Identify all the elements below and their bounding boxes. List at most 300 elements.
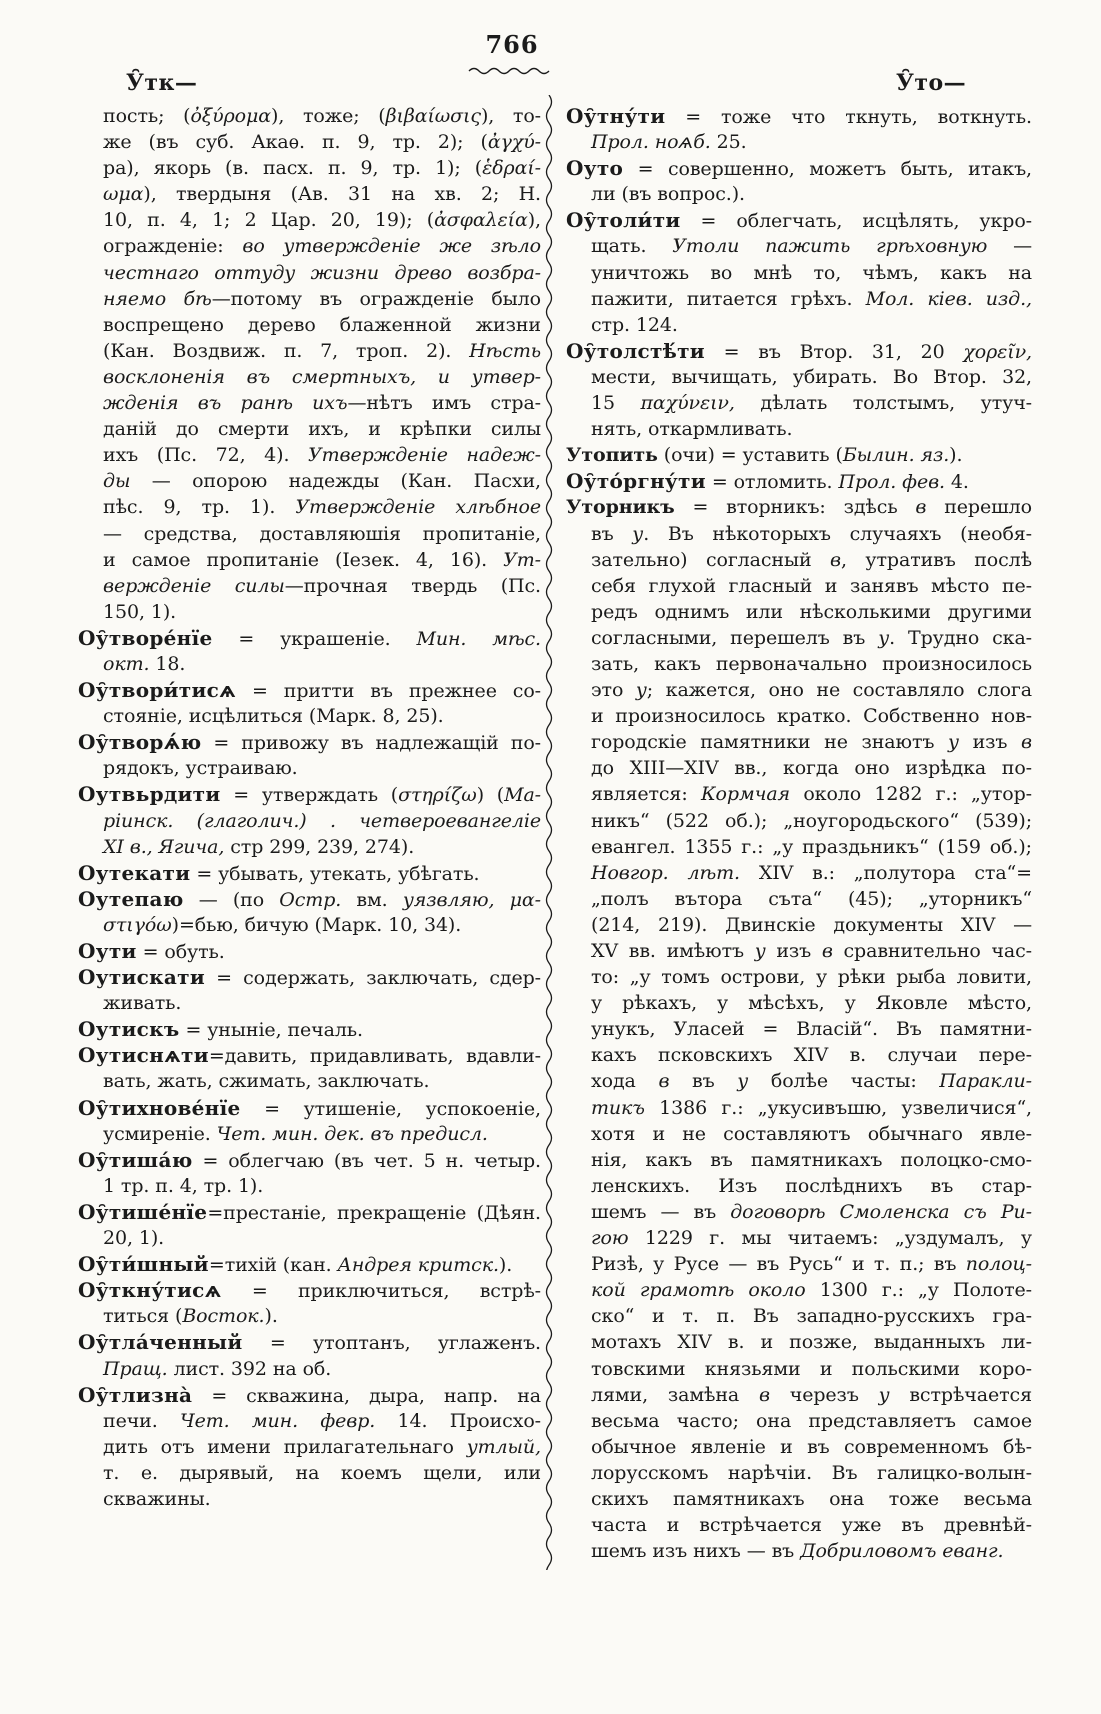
text-segment: у xyxy=(635,679,647,702)
text-segment: . Въ нѣкоторыхъ случаяхъ (необя- xyxy=(643,522,1032,545)
text-segment: χορεῖν, xyxy=(963,340,1032,363)
text-segment: мотахъ XIV в. и позже, выданныхъ ли- xyxy=(591,1331,1032,1354)
headword: Оу̑тихнове́нїе xyxy=(78,1095,241,1120)
text-line xyxy=(566,129,1032,155)
text-segment: шемъ изъ нихъ — въ xyxy=(591,1540,801,1563)
text-segment: —потому въ огражденіе было xyxy=(211,287,541,310)
text-segment: перешло xyxy=(926,496,1032,519)
text-segment: у xyxy=(878,1383,890,1406)
running-head-left: У̑тк— xyxy=(126,70,198,96)
text-segment: , утративъ послѣ xyxy=(841,548,1033,571)
text-segment: 14. Происхо- xyxy=(375,1409,541,1432)
text-segment: —прочная твердь (Пс. xyxy=(284,574,541,597)
text-segment: Утоли пажить грѣховную xyxy=(672,235,988,258)
text-line xyxy=(566,990,1032,1016)
text-line xyxy=(78,1486,541,1512)
dictionary-entry xyxy=(78,103,541,625)
headword: Оу̑тла́ченный xyxy=(78,1330,243,1355)
text-segment: ), тоже; ( xyxy=(271,105,386,127)
text-segment: в xyxy=(1021,731,1032,754)
text-segment: Утвержденіе хлѣбное xyxy=(295,496,541,519)
text-segment: =престаніе, прекращеніе (Дѣян. xyxy=(207,1201,541,1224)
text-segment: никъ“ (522 об.); „ноугородьского“ (539); xyxy=(591,809,1032,832)
text-segment: . Трудно ска- xyxy=(889,626,1032,649)
dictionary-entry xyxy=(566,468,1032,494)
text-segment: во утвержденіе же зѣло xyxy=(242,235,541,258)
dictionary-entry xyxy=(566,207,1032,337)
text-segment: часта и встрѣчается уже въ древнѣй- xyxy=(591,1514,1032,1537)
text-line xyxy=(78,677,541,703)
text-line xyxy=(566,1382,1032,1408)
text-line xyxy=(78,129,541,155)
text-line xyxy=(78,1303,541,1329)
page-header xyxy=(0,30,1024,59)
text-segment: Былин. яз. xyxy=(842,444,950,467)
text-segment: — (по xyxy=(183,888,280,911)
text-segment: договорѣ Смоленска съ Ри- xyxy=(730,1200,1032,1223)
headword: Оу̑толи́ти xyxy=(566,208,681,233)
text-segment: = облегчаю (въ чет. 5 н. четыр. xyxy=(192,1149,541,1172)
text-segment: честнаго оттуду жизни древо возбра- xyxy=(103,261,541,284)
text-line xyxy=(566,1277,1032,1303)
text-segment: скихъ памятникахъ она тоже весьма xyxy=(591,1487,1032,1510)
text-line xyxy=(78,364,541,390)
text-line xyxy=(566,625,1032,651)
text-segment: хода xyxy=(591,1070,659,1093)
headword: Оу̑тну́ти xyxy=(566,104,666,128)
text-segment: 18. xyxy=(149,652,186,675)
text-line xyxy=(566,468,1032,494)
text-segment: XI в., Ягича, xyxy=(103,835,225,858)
text-segment: полоц- xyxy=(965,1253,1032,1276)
text-line xyxy=(566,886,1032,912)
text-segment: же (въ суб. Акаѳ. п. 9, тр. 2); ( xyxy=(103,131,488,154)
text-line xyxy=(566,338,1032,364)
headword: Оутиснѧти xyxy=(78,1043,209,1068)
text-segment: себя глухой гласный и занявъ мѣсто пе- xyxy=(591,574,1032,597)
text-line xyxy=(78,1277,541,1303)
text-segment: въ xyxy=(591,522,633,545)
text-segment: XV вв. имѣютъ xyxy=(591,940,755,962)
text-segment: рядокъ, устраиваю. xyxy=(103,757,298,780)
text-segment: товскими князьями и польскими коро- xyxy=(591,1357,1032,1380)
text-segment: пѣс. 9, тр. 1). xyxy=(103,496,296,519)
text-segment: = приключиться, встрѣ- xyxy=(221,1280,541,1303)
text-segment: ). xyxy=(949,444,963,467)
text-line xyxy=(78,1199,541,1225)
text-segment: ἑδραί- xyxy=(482,157,541,180)
headword: Оутискъ xyxy=(78,1017,180,1042)
text-line xyxy=(566,521,1032,547)
text-line xyxy=(566,442,1032,468)
text-segment: ра), якорь (в. пасх. п. 9, тр. 1); ( xyxy=(103,157,483,180)
text-segment: в xyxy=(658,1070,670,1093)
text-segment: утлый, xyxy=(466,1435,541,1458)
text-segment: ). xyxy=(264,1305,278,1328)
text-segment: городскіе памятники не знаютъ xyxy=(591,731,949,754)
text-segment: ленскихъ. Изъ послѣднихъ въ стар- xyxy=(591,1174,1032,1197)
text-line xyxy=(78,207,541,233)
dictionary-entry xyxy=(78,886,541,938)
text-line xyxy=(566,599,1032,625)
text-segment: шемъ — въ xyxy=(591,1200,731,1223)
text-line xyxy=(566,1251,1032,1277)
text-line xyxy=(566,964,1032,990)
text-line xyxy=(566,1303,1032,1329)
text-line xyxy=(78,416,541,442)
headword: Оуто xyxy=(566,156,624,181)
text-segment: около 1282 г.: „утор- xyxy=(790,783,1032,806)
text-segment: Чет. мин. февр. xyxy=(179,1409,376,1432)
dictionary-entry xyxy=(78,625,541,677)
text-segment: ли (въ вопрос.). xyxy=(591,183,745,206)
text-line xyxy=(78,1016,541,1042)
text-line xyxy=(78,286,541,312)
text-line xyxy=(78,834,541,860)
text-line xyxy=(78,938,541,964)
text-segment: и произносилось кратко. Собственно нов- xyxy=(591,705,1032,728)
text-segment: ). xyxy=(498,1254,513,1277)
text-segment: в xyxy=(821,940,833,962)
text-segment: у xyxy=(632,522,644,545)
text-line xyxy=(566,912,1032,938)
header-rule-squiggle xyxy=(467,66,553,76)
text-segment: нія, какъ въ памятникахъ полоцко-смо- xyxy=(591,1148,1032,1171)
text-line xyxy=(78,260,541,286)
text-segment: титься ( xyxy=(103,1305,183,1328)
dictionary-entry xyxy=(78,1382,541,1512)
text-segment: = утоптанъ, углаженъ. xyxy=(242,1332,541,1355)
text-segment: ; кажется, оно не составляло слога xyxy=(646,679,1032,702)
text-segment: весьма часто; она представляетъ самое xyxy=(591,1409,1032,1432)
text-segment: даній до смерти ихъ, и крѣпки силы xyxy=(103,418,541,441)
dictionary-entry xyxy=(78,729,541,781)
running-head-right: У̑то— xyxy=(896,70,967,96)
text-line xyxy=(78,886,541,912)
text-segment: (Кан. Воздвиж. п. 7, троп. 2). xyxy=(103,339,470,362)
text-segment: ), то- xyxy=(480,105,542,127)
text-segment: и самое пропитаніе (Іезек. 4, 16). xyxy=(103,548,504,571)
text-line xyxy=(566,781,1032,807)
text-segment: является: xyxy=(591,783,701,806)
text-segment: μα- xyxy=(509,888,541,911)
text-segment: = уныніе, печаль. xyxy=(179,1019,363,1042)
text-segment: в xyxy=(915,496,927,519)
headword: Оу̑то́ргну́ти xyxy=(566,469,706,494)
text-line xyxy=(566,1408,1032,1434)
text-line xyxy=(78,1225,541,1251)
text-segment: няемо бѣ xyxy=(103,287,212,310)
text-segment: XIV в.: „полутора ста“= xyxy=(739,861,1032,884)
text-line xyxy=(78,781,541,807)
text-segment: = утверждать ( xyxy=(220,784,399,807)
text-line xyxy=(566,547,1032,573)
dictionary-entry xyxy=(78,938,541,964)
text-segment: ріинск. (глаголич.) . четвероевангеліе xyxy=(103,809,541,832)
text-segment: = привожу въ надлежащій по- xyxy=(201,732,541,755)
text-segment: 25. xyxy=(710,131,747,154)
text-segment: ды xyxy=(103,470,131,493)
text-line xyxy=(566,1486,1032,1512)
text-segment: уязвляю, xyxy=(402,888,495,911)
text-segment: воспрещено дерево блаженной жизни xyxy=(103,313,541,336)
text-segment: тикъ xyxy=(591,1096,645,1119)
column-left xyxy=(78,103,541,1512)
dictionary-entry xyxy=(566,442,1032,468)
dictionary-entry xyxy=(566,155,1032,207)
text-segment: зать, какъ первоначально произносилось xyxy=(591,652,1032,675)
headword: Оутекати xyxy=(78,860,191,885)
text-line xyxy=(566,1173,1032,1199)
dictionary-entry xyxy=(78,677,541,729)
text-line xyxy=(78,312,541,338)
text-segment: дить отъ имени прилагательнаго xyxy=(103,1435,467,1458)
headword: Оу̑творѧ́ю xyxy=(78,730,202,755)
text-segment: = убывать, утекать, убѣгать. xyxy=(190,862,480,885)
text-segment: гою xyxy=(591,1227,629,1250)
text-segment: Чет. мин. дек. въ предисл. xyxy=(216,1122,488,1145)
text-segment: изъ xyxy=(765,940,822,962)
text-line xyxy=(78,1434,541,1460)
headword: Оути xyxy=(78,939,137,963)
text-line xyxy=(78,599,541,625)
text-line xyxy=(566,416,1032,442)
text-line xyxy=(78,1173,541,1199)
text-segment: жденія въ ранѣ ихъ xyxy=(103,392,348,415)
text-segment: — опорою надежды (Кан. Пасхи, xyxy=(130,470,541,493)
text-segment: до XIII—XIV вв., когда оно изрѣдка по- xyxy=(591,757,1032,780)
text-segment: скважины. xyxy=(103,1487,211,1510)
headword: Уторникъ xyxy=(566,496,675,519)
text-line xyxy=(566,677,1032,703)
text-segment: 20, 1). xyxy=(103,1227,165,1250)
text-segment: = совершенно, можетъ быть, итакъ, xyxy=(623,158,1032,181)
text-line xyxy=(566,1068,1032,1094)
text-line xyxy=(78,1068,541,1094)
text-segment: пажити, питается грѣхъ. xyxy=(591,287,866,310)
headword: Оу̑тлизна̀ xyxy=(78,1382,193,1407)
text-line xyxy=(566,573,1032,599)
text-segment: ὀξύρομα xyxy=(190,105,271,127)
text-line xyxy=(78,729,541,755)
text-line xyxy=(566,286,1032,312)
text-segment: т. е. дырявый, на коемъ щели, или xyxy=(103,1461,541,1484)
text-line xyxy=(566,207,1032,233)
text-segment: Паракли- xyxy=(939,1070,1032,1093)
text-line xyxy=(566,1121,1032,1147)
text-segment: = тоже что ткнуть, воткнуть. xyxy=(665,106,1032,128)
text-segment: в xyxy=(758,1383,770,1406)
text-segment: = содержать, заключать, сдер- xyxy=(204,967,541,990)
text-segment: Кормчая xyxy=(700,783,791,806)
text-line xyxy=(78,651,541,677)
headword: Оу̑тише́нїе xyxy=(78,1199,208,1224)
text-segment: Мин. мѣс. xyxy=(416,627,541,650)
text-segment: согласными, перешелъ въ xyxy=(591,626,879,649)
text-segment: — xyxy=(987,235,1033,258)
text-segment: ихъ (Пс. 72, 4). xyxy=(103,444,308,467)
column-divider xyxy=(544,95,556,1570)
text-line xyxy=(566,755,1032,781)
text-line xyxy=(78,964,541,990)
text-segment: „полъ вътора съта“ (45); „уторникъ“ xyxy=(591,887,1032,910)
text-line xyxy=(78,442,541,468)
text-line xyxy=(566,1199,1032,1225)
text-segment: Мол. кіев. изд., xyxy=(865,287,1032,310)
text-segment: = вторникъ: здѣсь xyxy=(674,496,916,519)
text-line xyxy=(78,521,541,547)
text-segment: ), твердыня (Ав. 31 на хв. 2; Н. xyxy=(143,183,541,206)
text-line xyxy=(78,1042,541,1068)
text-segment: =тихій (кан. xyxy=(208,1254,338,1277)
text-segment: ), xyxy=(527,209,541,232)
text-line xyxy=(566,1042,1032,1068)
headword: Оу̑ти́шный xyxy=(78,1252,209,1277)
text-segment: въ xyxy=(669,1070,738,1093)
text-line xyxy=(566,860,1032,886)
text-line xyxy=(566,260,1032,286)
text-segment: печи. xyxy=(103,1409,180,1432)
dictionary-entry xyxy=(78,1147,541,1199)
text-segment: у xyxy=(754,940,766,962)
text-line xyxy=(566,181,1032,207)
text-line xyxy=(78,1095,541,1121)
text-line xyxy=(566,808,1032,834)
text-segment: сравнительно час- xyxy=(832,940,1032,962)
text-segment: болѣе часты: xyxy=(748,1070,940,1093)
text-segment: кахъ псковскихъ XIV в. случаи пере- xyxy=(591,1044,1032,1067)
text-segment: вать, жать, сжимать, заключать. xyxy=(103,1070,430,1093)
page-number: 766 xyxy=(485,30,539,59)
text-segment: 1386 г.: „укусивъшю, узвеличися“, xyxy=(644,1096,1032,1119)
text-segment: окт. xyxy=(103,652,150,675)
text-segment: παχύνειν, xyxy=(640,392,735,415)
text-segment: стр 299, 239, 274). xyxy=(224,835,415,858)
text-segment: στιγόω xyxy=(103,913,172,936)
text-line xyxy=(566,703,1032,729)
headword: Оу̑ткну́тисѧ xyxy=(78,1278,222,1303)
text-line xyxy=(78,1329,541,1355)
text-segment: Пращ. xyxy=(103,1357,168,1380)
text-segment: щать. xyxy=(591,235,673,258)
text-line xyxy=(566,1538,1032,1564)
text-segment xyxy=(494,889,509,911)
text-segment: 1229 г. мы читаемъ: „уздумалъ, у xyxy=(628,1227,1032,1250)
text-line xyxy=(78,860,541,886)
text-segment: кой грамотѣ около xyxy=(591,1279,806,1302)
headword: Оу̑твори́тисѧ xyxy=(78,678,237,703)
dictionary-entry xyxy=(78,1016,541,1042)
text-segment: Ма- xyxy=(504,784,541,807)
text-segment: лист. 392 на об. xyxy=(167,1357,332,1380)
text-line xyxy=(566,1434,1032,1460)
text-segment: =давить, придавливать, вдавли- xyxy=(208,1045,541,1068)
text-segment: стр. 124. xyxy=(591,313,678,336)
text-line xyxy=(78,233,541,259)
text-line xyxy=(78,912,541,938)
text-segment: унукъ, Уласей = Власій“. Въ памятни- xyxy=(591,1018,1032,1041)
text-segment: Остр. xyxy=(279,888,342,911)
text-segment: ωμα xyxy=(103,183,144,206)
dictionary-entry xyxy=(566,494,1032,1564)
text-line xyxy=(566,155,1032,181)
text-line xyxy=(78,1408,541,1434)
text-line xyxy=(78,390,541,416)
text-segment: 10, п. 4, 1; 2 Цар. 20, 19); ( xyxy=(103,209,435,232)
text-line xyxy=(78,755,541,781)
text-segment: 4. xyxy=(944,471,969,494)
text-segment: евангел. 1355 г.: „у праздьникъ“ (159 об.); xyxy=(591,835,1032,858)
text-line xyxy=(78,990,541,1016)
text-line xyxy=(566,1460,1032,1486)
column-right xyxy=(566,103,1032,1564)
dictionary-entry xyxy=(78,1277,541,1329)
text-segment: пость; ( xyxy=(103,105,191,127)
text-line xyxy=(566,312,1032,338)
text-line xyxy=(566,1512,1032,1538)
text-line xyxy=(78,155,541,181)
text-segment: ско“ и т. п. Въ западно-русскихъ гра- xyxy=(591,1305,1032,1328)
text-segment: Ризѣ, у Русе — въ Русь“ и т. п.; въ xyxy=(591,1253,966,1276)
text-segment: Восток. xyxy=(182,1305,265,1328)
text-line xyxy=(78,1251,541,1277)
text-segment: дѣлать толстымъ, утуч- xyxy=(734,392,1032,415)
text-line xyxy=(566,1329,1032,1355)
text-line xyxy=(566,1356,1032,1382)
text-segment: зательно) согласный xyxy=(591,548,831,571)
text-segment: то: „у томъ острови, у рѣки рыба ловити, xyxy=(591,966,1032,989)
text-segment: в xyxy=(830,548,842,571)
text-segment: у xyxy=(737,1070,749,1093)
text-segment: у рѣкахъ, у мѣсѣхъ, у Яковле мѣсто, xyxy=(591,992,1032,1015)
text-line xyxy=(566,1095,1032,1121)
headword: Оу̑творе́нїе xyxy=(78,625,213,650)
text-line xyxy=(78,494,541,520)
dictionary-entry xyxy=(78,1095,541,1147)
text-segment: редъ однимъ или нѣсколькими другими xyxy=(591,600,1032,623)
headword: Оу̑толстѣ́ти xyxy=(566,338,705,363)
text-line xyxy=(78,181,541,207)
text-line xyxy=(566,834,1032,860)
text-segment: Ут- xyxy=(503,548,541,571)
text-segment: (очи) = уставить ( xyxy=(657,444,843,467)
text-segment: обычное явленіе и въ современномъ бѣ- xyxy=(591,1435,1032,1458)
text-segment: Андрея критск. xyxy=(337,1254,499,1277)
text-segment: изъ xyxy=(958,731,1022,754)
text-segment: βιβαίωσις xyxy=(385,105,481,127)
text-segment: στηρίζω xyxy=(398,784,477,807)
text-segment: ἀγχύ- xyxy=(487,131,541,154)
text-line xyxy=(78,808,541,834)
text-segment: у xyxy=(878,626,890,649)
text-segment: = скважина, дыра, напр. на xyxy=(192,1384,541,1407)
text-line xyxy=(78,1121,541,1147)
headword: Оутвьрдити xyxy=(78,782,221,807)
headword: Оутискати xyxy=(78,965,205,990)
text-segment: = притти въ прежнее со- xyxy=(236,680,541,703)
text-line xyxy=(78,1356,541,1382)
text-line xyxy=(78,547,541,573)
text-line xyxy=(566,1016,1032,1042)
headword: Оу̑тиша́ю xyxy=(78,1147,193,1172)
dictionary-entry xyxy=(78,1199,541,1251)
text-segment: лями, замѣна xyxy=(591,1383,759,1406)
text-segment: хотя и не составляютъ обычнаго явле- xyxy=(591,1122,1032,1145)
text-line xyxy=(566,233,1032,259)
text-line xyxy=(78,573,541,599)
dictionary-entry xyxy=(78,1329,541,1381)
text-segment: стояніе, исцѣлиться (Марк. 8, 25). xyxy=(103,705,444,728)
